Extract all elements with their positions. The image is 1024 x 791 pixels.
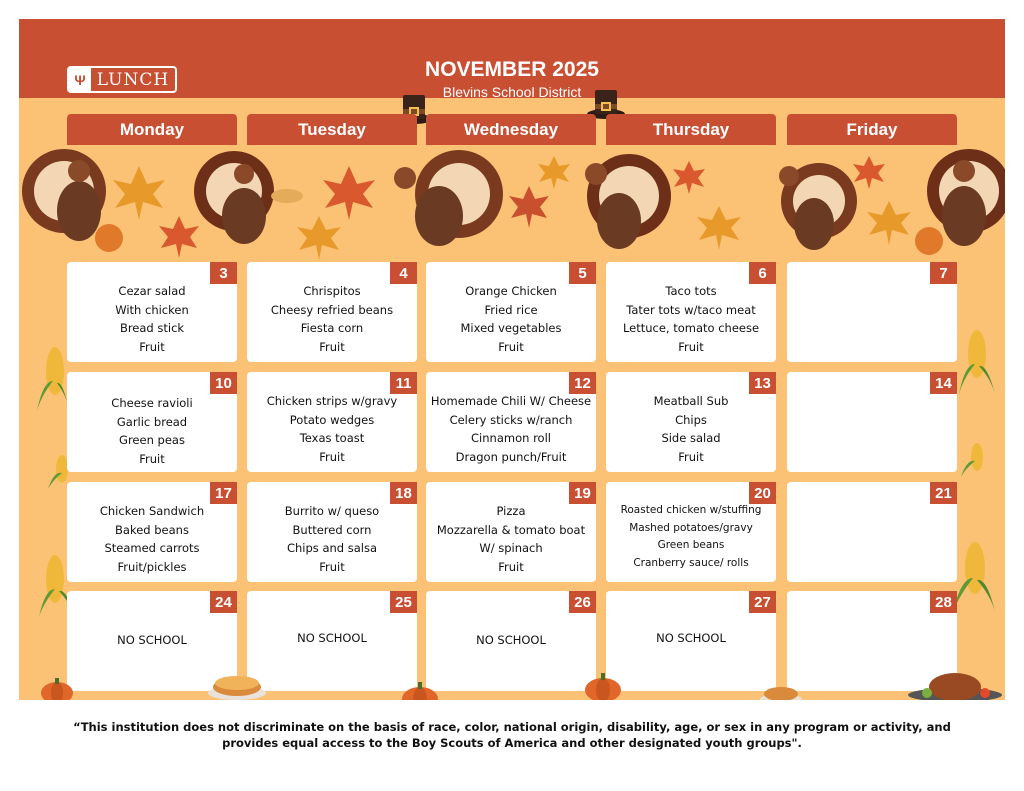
menu-item: Chicken strips w/gravy (266, 394, 398, 408)
menu-item: Fried rice (484, 302, 538, 317)
menu-item: Fruit (319, 449, 345, 464)
menu-item: Cinnamon roll (471, 431, 551, 445)
day-cell (67, 372, 237, 472)
menu-item: Buttered corn (292, 522, 372, 537)
pie-icon (207, 665, 267, 700)
day-cell (67, 262, 237, 362)
menu-item: Mixed vegetables (460, 321, 562, 335)
page-title: NOVEMBER 2025 (425, 58, 599, 81)
menu-item: Chicken Sandwich (99, 504, 205, 518)
menu-item: NO SCHOOL (656, 631, 726, 645)
date-badge: 26 (569, 591, 596, 613)
menu-item: With chicken (115, 302, 189, 317)
date-badge: 20 (749, 482, 776, 504)
day-cell (787, 262, 957, 362)
day-cell (787, 482, 957, 582)
menu-item: Green beans (657, 539, 725, 551)
date-badge: 17 (210, 482, 237, 504)
menu-item: Pizza (496, 504, 526, 518)
menu-item: Chips and salsa (286, 541, 378, 555)
menu-list (606, 629, 776, 648)
menu-item: Fruit/pickles (117, 559, 187, 574)
menu-list (247, 502, 417, 576)
turkey-icon (585, 154, 671, 249)
turkey-icon (915, 149, 1005, 255)
lunch-label: LUNCH (96, 69, 170, 90)
menu-item: Fruit (319, 339, 345, 354)
menu-item: Steamed carrots (104, 541, 200, 555)
date-badge: 12 (569, 372, 596, 394)
menu-list (426, 392, 596, 466)
menu-item: Fiesta corn (300, 321, 364, 335)
menu-item: Texas toast (299, 431, 365, 445)
date-badge: 11 (390, 372, 417, 394)
date-badge: 6 (749, 262, 776, 284)
date-badge: 4 (390, 262, 417, 284)
date-badge: 21 (930, 482, 957, 504)
menu-item: Garlic bread (116, 414, 188, 429)
menu-item: Fruit (678, 339, 704, 354)
menu-item: Chrispitos (303, 284, 361, 298)
date-badge: 3 (210, 262, 237, 284)
turkey-icon (394, 150, 503, 246)
menu-item: Bread stick (119, 321, 185, 335)
menu-list (67, 282, 237, 356)
menu-item: Mashed potatoes/gravy (629, 521, 753, 534)
lunch-badge (67, 66, 177, 93)
day-cell (426, 372, 596, 472)
pumpkin-icon (39, 675, 75, 700)
menu-item: Mozzarella & tomato boat (436, 522, 586, 537)
menu-list (426, 631, 596, 650)
menu-item: Fruit (498, 339, 524, 354)
day-cell (606, 372, 776, 472)
menu-list (67, 502, 237, 576)
menu-item: Meatball Sub (653, 394, 729, 408)
day-cell (426, 482, 596, 582)
day-cell (426, 591, 596, 691)
nondiscrimination-statement: “This institution does not discriminate on the basis of race, color, national origin, disability, age, or sex in any program or activity, and provides equal access to the Boy Scouts of America and other designated youth groups". (73, 720, 951, 750)
turkey-leaves-decoration (19, 146, 1005, 276)
corn-icon (957, 439, 993, 479)
date-badge: 13 (749, 372, 776, 394)
day-cell (247, 262, 417, 362)
menu-item: Cranberry sauce/ rolls (633, 556, 749, 569)
menu-item: Fruit (498, 559, 524, 574)
day-cell (606, 591, 776, 691)
menu-item: Cezar salad (118, 284, 186, 298)
menu-item: W/ spinach (479, 541, 543, 555)
day-header-thursday: Thursday (606, 114, 776, 145)
date-badge: 7 (930, 262, 957, 284)
date-badge: 5 (569, 262, 596, 284)
day-header-tuesday: Tuesday (247, 114, 417, 145)
menu-item: Cheese ravioli (111, 396, 193, 410)
day-cell (247, 591, 417, 691)
menu-list (606, 282, 776, 356)
roast-turkey-icon (907, 667, 1003, 700)
menu-list (67, 394, 237, 468)
day-cell (606, 262, 776, 362)
day-cell (67, 482, 237, 582)
menu-item: NO SCHOOL (297, 631, 367, 645)
menu-item: Burrito w/ queso (284, 504, 380, 518)
pumpkin-icon (583, 670, 623, 700)
menu-list (426, 502, 596, 576)
menu-item: Cheesy refried beans (270, 302, 394, 317)
turkey-icon (22, 149, 123, 252)
turkey-icon (194, 151, 303, 244)
menu-item: Orange Chicken (465, 284, 557, 298)
menu-item: Dragon punch/Fruit (455, 449, 567, 464)
date-badge: 28 (930, 591, 957, 613)
pumpkin-icon (400, 679, 440, 700)
pie-icon (759, 679, 803, 700)
menu-item: Green peas (119, 433, 185, 447)
menu-item: NO SCHOOL (476, 633, 546, 647)
day-cell (787, 372, 957, 472)
menu-item: Taco tots (665, 284, 717, 298)
fork-icon: Ψ (69, 68, 91, 91)
menu-item: Potato wedges (289, 412, 375, 427)
menu-item: Lettuce, tomato cheese (622, 321, 760, 335)
day-header-friday: Friday (787, 114, 957, 145)
menu-list (426, 282, 596, 356)
menu-list (606, 392, 776, 466)
page-subtitle: Blevins School District (442, 84, 582, 100)
menu-list (247, 629, 417, 648)
date-badge: 19 (569, 482, 596, 504)
menu-item: Fruit (139, 451, 165, 466)
menu-item: Baked beans (115, 522, 189, 537)
date-badge: 24 (210, 591, 237, 613)
menu-item: Homemade Chili W/ Cheese (430, 394, 592, 408)
date-badge: 10 (210, 372, 237, 394)
menu-list (247, 392, 417, 466)
menu-list (606, 502, 776, 572)
menu-item: Celery sticks w/ranch (449, 412, 573, 427)
menu-item: Tater tots w/taco meat (626, 302, 756, 317)
menu-item: Fruit (139, 339, 165, 354)
calendar-sheet (19, 19, 1005, 700)
menu-item: Side salad (661, 431, 721, 445)
day-cell (426, 262, 596, 362)
day-cell (247, 482, 417, 582)
date-badge: 14 (930, 372, 957, 394)
menu-item: Chips (675, 412, 707, 427)
turkey-icon (779, 163, 857, 250)
header-bar (19, 19, 1005, 98)
corn-icon (955, 324, 999, 396)
menu-item: NO SCHOOL (117, 633, 187, 647)
date-badge: 27 (749, 591, 776, 613)
day-header-wednesday: Wednesday (426, 114, 596, 145)
menu-item: Fruit (319, 559, 345, 574)
date-badge: 18 (390, 482, 417, 504)
menu-item: Fruit (678, 449, 704, 464)
menu-item: Roasted chicken w/stuffing (620, 504, 762, 516)
day-cell (606, 482, 776, 582)
menu-list (67, 631, 237, 650)
menu-list (247, 282, 417, 356)
date-badge: 25 (390, 591, 417, 613)
day-cell (247, 372, 417, 472)
day-header-monday: Monday (67, 114, 237, 145)
